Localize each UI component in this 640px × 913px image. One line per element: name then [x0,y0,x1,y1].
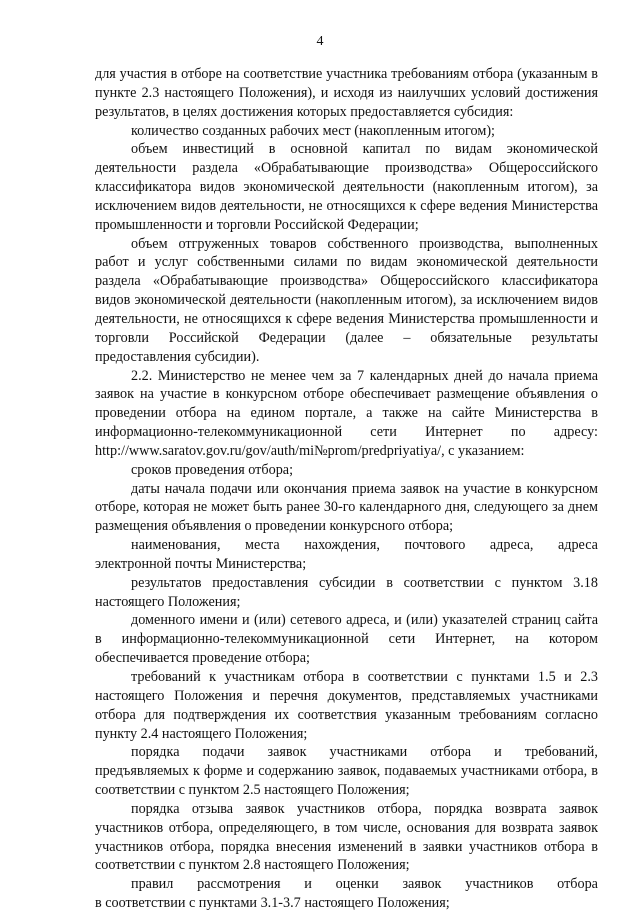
paragraph-investment-volume: объем инвестиций в основной капитал по видам экономической деятельности раздела «Обрабатывающие производства» Общероссийского классификатора видов экономической деятельности (накопленным итогом), за исключением видов деятельности, не относящихся к сфере ведения Министерства промышленности и торговли Российской Федерации; [95,141,598,233]
word: заявок [402,876,442,893]
paragraph-review-rules-line2: в соответствии с пунктами 3.1-3.7 настоящего Положения; [95,895,450,912]
paragraph-jobs-created: количество созданных рабочих мест (накопленным итогом); [131,122,495,139]
word: нахождения, [304,537,380,554]
paragraph-review-rules-line1 [95,875,598,894]
word: участников [465,876,534,893]
word: оценки [335,876,379,893]
document-body [95,65,598,913]
paragraph-continuation: для участия в отборе на соответствие участника требованиям отбора (указанным в пункте 2.3 настоящего Положения), и исходя из наилучших условий достижения результатов, в целях достижения которых предоставляется субсидия: [95,66,598,120]
word: места [245,537,280,554]
paragraph-subsidy-results: результатов предоставления субсидии в соответствии с пунктом 3.18 настоящего Положения; [95,574,598,610]
paragraph-submission-order-line1 [95,743,598,762]
word: рассмотрения [197,876,281,893]
paragraph-shipped-goods: объем отгруженных товаров собственного производства, выполненных работ и услуг собственными силами по видам экономической деятельности раздела «Обрабатывающие производства» Общероссийского классификатора видов экономической деятельности (накопленным итогом), за исключением видов деятельности, не относящихся к сфере ведения Министерства промышленности и торговли Российской Федерации (далее – обязательные результаты предоставления субсидии). [95,235,598,365]
word: участниками [329,744,408,761]
word: наименования, [131,537,221,554]
word: адреса [557,537,598,554]
word: требований, [524,744,598,761]
word: и [494,744,502,761]
page-number: 4 [316,34,324,49]
word: отбора [557,876,598,893]
word: подачи [202,744,245,761]
paragraph-submission-order-rest: предъявляемых к форме и содержанию заявок, подаваемых участниками отбора, в соответствии с пунктом 2.5 настоящего Положения; [95,763,598,799]
word: отбора [430,744,472,761]
paragraph-section-2-2: 2.2. Министерство не менее чем за 7 календарных дней до начала приема заявок на участие в конкурсном отборе обеспечивает размещение объявления о проведении отбора на едином портале, а также на сайте Министерства в информационно-телекоммуникационной сети Интернет по адресу: http://www.saratov.gov.ru/gov/auth/mi№prom/predpriyatiya/, с указанием: [95,367,598,459]
word: адреса, [489,537,534,554]
paragraph-application-dates: даты начала подачи или окончания приема заявок на участие в конкурсном отборе, которая не может быть ранее 30-го календарного дня, следующего за днем размещения объявления о проведении конкурсного отбора; [95,480,598,535]
paragraph-domain-name: доменного имени и (или) сетевого адреса, и (или) указателей страниц сайта в информационно-телекоммуникационной сети Интернет, на котором обеспечивается проведение отбора; [95,612,598,667]
word: заявок [267,744,307,761]
word: правил [131,876,174,893]
paragraph-withdrawal-order: порядка отзыва заявок участников отбора, порядка возврата заявок участников отбора, определяющего, в том числе, основания для возврата заявок участников отбора, порядка внесения изменений в заявки участников отбора в соответствии с пунктом 2.8 настоящего Положения; [95,800,598,874]
word: и [304,876,312,893]
paragraph-selection-dates: сроков проведения отбора; [131,461,294,478]
paragraph-ministry-address-line1 [95,536,598,555]
paragraph-ministry-address-line2: электронной почты Министерства; [95,555,307,572]
word: почтового [404,537,466,554]
word: порядка [131,744,180,761]
paragraph-participant-requirements: требований к участникам отбора в соответствии с пунктами 1.5 и 2.3 настоящего Положения и перечня документов, представляемых участниками отбора для подтверждения их соответствия указанным требованиям согласно пункту 2.4 настоящего Положения; [95,669,598,742]
